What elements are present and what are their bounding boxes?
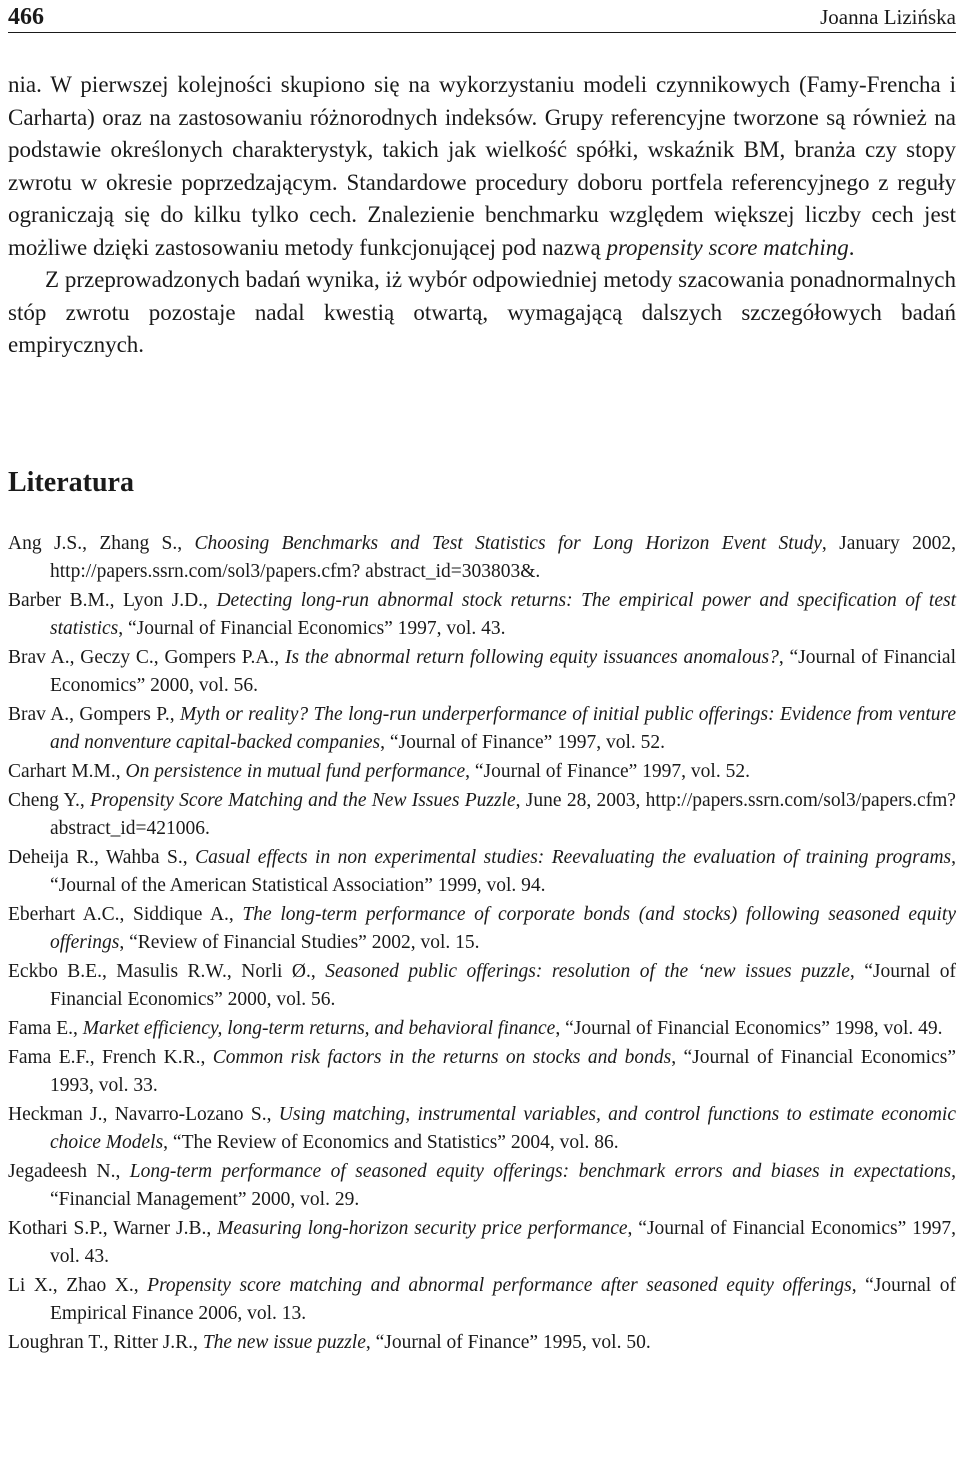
reference-item bbox=[8, 530, 956, 586]
paragraph-1-italic-term: propensity score matching bbox=[606, 234, 849, 260]
reference-title: Propensity score matching and abnormal performance after seasoned equity offerings bbox=[147, 1274, 852, 1296]
reference-authors: Fama E.F., French K.R., bbox=[8, 1046, 213, 1068]
reference-source: , “Journal of Financial Economics” 1997, vol. 43. bbox=[50, 1217, 957, 1267]
reference-title: Casual effects in non experimental studies: Reevaluating the evaluation of training programs bbox=[195, 846, 952, 868]
reference-source: , “Journal of Finance” 1997, vol. 52. bbox=[380, 731, 665, 753]
reference-source: , June 28, 2003, http://papers.ssrn.com/sol3/papers.cfm? abstract_id=421006. bbox=[50, 789, 956, 839]
section-heading-literatura: Literatura bbox=[8, 466, 134, 498]
reference-authors: Fama E., bbox=[8, 1017, 83, 1039]
reference-item bbox=[8, 758, 956, 786]
reference-authors: Barber B.M., Lyon J.D., bbox=[8, 589, 217, 611]
reference-authors: Carhart M.M., bbox=[8, 760, 126, 782]
reference-authors: Cheng Y., bbox=[8, 789, 91, 811]
reference-item bbox=[8, 901, 956, 957]
reference-title: Common risk factors in the returns on stocks and bonds bbox=[212, 1046, 672, 1068]
reference-item bbox=[8, 958, 956, 1014]
reference-item bbox=[8, 1158, 956, 1214]
reference-item bbox=[8, 701, 956, 757]
reference-item bbox=[8, 1101, 956, 1157]
reference-item bbox=[8, 1329, 956, 1357]
reference-authors: Loughran T., Ritter J.R., bbox=[8, 1331, 203, 1353]
reference-item bbox=[8, 787, 956, 843]
paragraph-2: Z przeprowadzonych badań wynika, iż wybór odpowiedniej metody szacowania ponadnormalnych stóp zwrotu pozostaje nadal kwestią otwartą, wymagającą dalszych szczegółowych badań empirycznych. bbox=[8, 267, 956, 357]
reference-source: , “Journal of Financial Economics” 1997, vol. 43. bbox=[118, 617, 506, 639]
reference-item bbox=[8, 1044, 956, 1100]
reference-source: , “Journal of Empirical Finance 2006, vol. 13. bbox=[50, 1274, 956, 1324]
reference-item bbox=[8, 1215, 956, 1271]
page-header bbox=[8, 0, 956, 33]
reference-title: Detecting long-run abnormal stock returns: The empirical power and specification of test statistics bbox=[50, 589, 957, 639]
reference-title: Using matching, instrumental variables, and control functions to estimate economic choice Models bbox=[50, 1103, 956, 1153]
reference-source: , “Journal of Financial Economics” 2000, vol. 56. bbox=[50, 960, 956, 1010]
paragraph-1 bbox=[8, 69, 956, 264]
body-text bbox=[8, 69, 956, 362]
reference-source: , “Journal of Financial Economics” 1993, vol. 33. bbox=[50, 1046, 956, 1096]
reference-authors: Kothari S.P., Warner J.B., bbox=[8, 1217, 218, 1239]
reference-title: Market efficiency, long-term returns, and behavioral finance bbox=[82, 1017, 556, 1039]
reference-title: The long-term performance of corporate bonds (and stocks) following seasoned equity offerings bbox=[50, 903, 956, 953]
reference-title: Is the abnormal return following equity issuances anomalous? bbox=[284, 646, 779, 668]
reference-source: , “The Review of Economics and Statistics” 2004, vol. 86. bbox=[163, 1131, 619, 1153]
reference-authors: Ang J.S., Zhang S., bbox=[8, 532, 195, 554]
reference-authors: Deheija R., Wahba S., bbox=[8, 846, 196, 868]
reference-source: , “Journal of Financial Economics” 2000, vol. 56. bbox=[50, 646, 957, 696]
reference-source: , “Financial Management” 2000, vol. 29. bbox=[50, 1160, 956, 1210]
reference-source: , “Review of Financial Studies” 2002, vol. 15. bbox=[119, 931, 480, 953]
reference-title: Myth or reality? The long-run underperformance of initial public offerings: Evidence from venture and nonventure capital-backed companies bbox=[50, 703, 957, 753]
reference-list bbox=[8, 530, 956, 1357]
reference-authors: Jegadeesh N., bbox=[8, 1160, 130, 1182]
paragraph-1-text: nia. W pierwszej kolejności skupiono się na wykorzystaniu modeli czynnikowych (Famy-Frencha i Carharta) oraz na zastosowaniu różnorodnych indeksów. Grupy referencyjne tworzone są również na podstawie określonych charakterystyk, takich jak wielkość spółki, wskaźnik BM, branża czy stopy zwrotu w okresie poprzedzającym. Standardowe procedury doboru portfela referencyjnego z reguły ograniczają się do kilku tylko cech. Znalezienie benchmarku względem większej liczby cech jest możliwe dzięki zastosowaniu metody funkcjonującej pod nazwą bbox=[8, 72, 956, 260]
reference-item bbox=[8, 587, 956, 643]
reference-authors: Brav A., Geczy C., Gompers P.A., bbox=[8, 646, 285, 668]
reference-item bbox=[8, 1272, 956, 1328]
reference-authors: Brav A., Gompers P., bbox=[8, 703, 181, 725]
reference-source: , “Journal of Financial Economics” 1998, vol. 49. bbox=[555, 1017, 943, 1039]
reference-title: Seasoned public offerings: resolution of the ‘new issues puzzle bbox=[325, 960, 850, 982]
reference-item bbox=[8, 844, 956, 900]
reference-authors: Heckman J., Navarro-Lozano S., bbox=[8, 1103, 279, 1125]
reference-source: , “Journal of Finance” 1997, vol. 52. bbox=[465, 760, 750, 782]
paragraph-1-end: . bbox=[848, 234, 855, 260]
reference-authors: Eberhart A.C., Siddique A., bbox=[8, 903, 243, 925]
reference-source: , “Journal of Finance” 1995, vol. 50. bbox=[365, 1331, 651, 1353]
page-number: 466 bbox=[8, 4, 44, 30]
reference-item bbox=[8, 1015, 956, 1043]
reference-title: On persistence in mutual fund performance bbox=[125, 760, 466, 782]
reference-title: Measuring long-horizon security price performance bbox=[217, 1217, 628, 1239]
reference-source: , January 2002, http://papers.ssrn.com/sol3/papers.cfm? abstract_id=303803&. bbox=[50, 532, 956, 582]
reference-title: Propensity Score Matching and the New Issues Puzzle bbox=[90, 789, 516, 811]
reference-title: Long-term performance of seasoned equity offerings: benchmark errors and biases in expectations bbox=[129, 1160, 952, 1182]
reference-source: , “Journal of the American Statistical Association” 1999, vol. 94. bbox=[50, 846, 956, 896]
reference-title: The new issue puzzle bbox=[202, 1331, 366, 1353]
reference-title: Choosing Benchmarks and Test Statistics for Long Horizon Event Study bbox=[194, 532, 822, 554]
reference-authors: Eckbo B.E., Masulis R.W., Norli Ø., bbox=[8, 960, 326, 982]
reference-item bbox=[8, 644, 956, 700]
running-head-author: Joanna Lizińska bbox=[820, 5, 956, 29]
page bbox=[8, 0, 956, 1358]
reference-authors: Li X., Zhao X., bbox=[8, 1274, 148, 1296]
